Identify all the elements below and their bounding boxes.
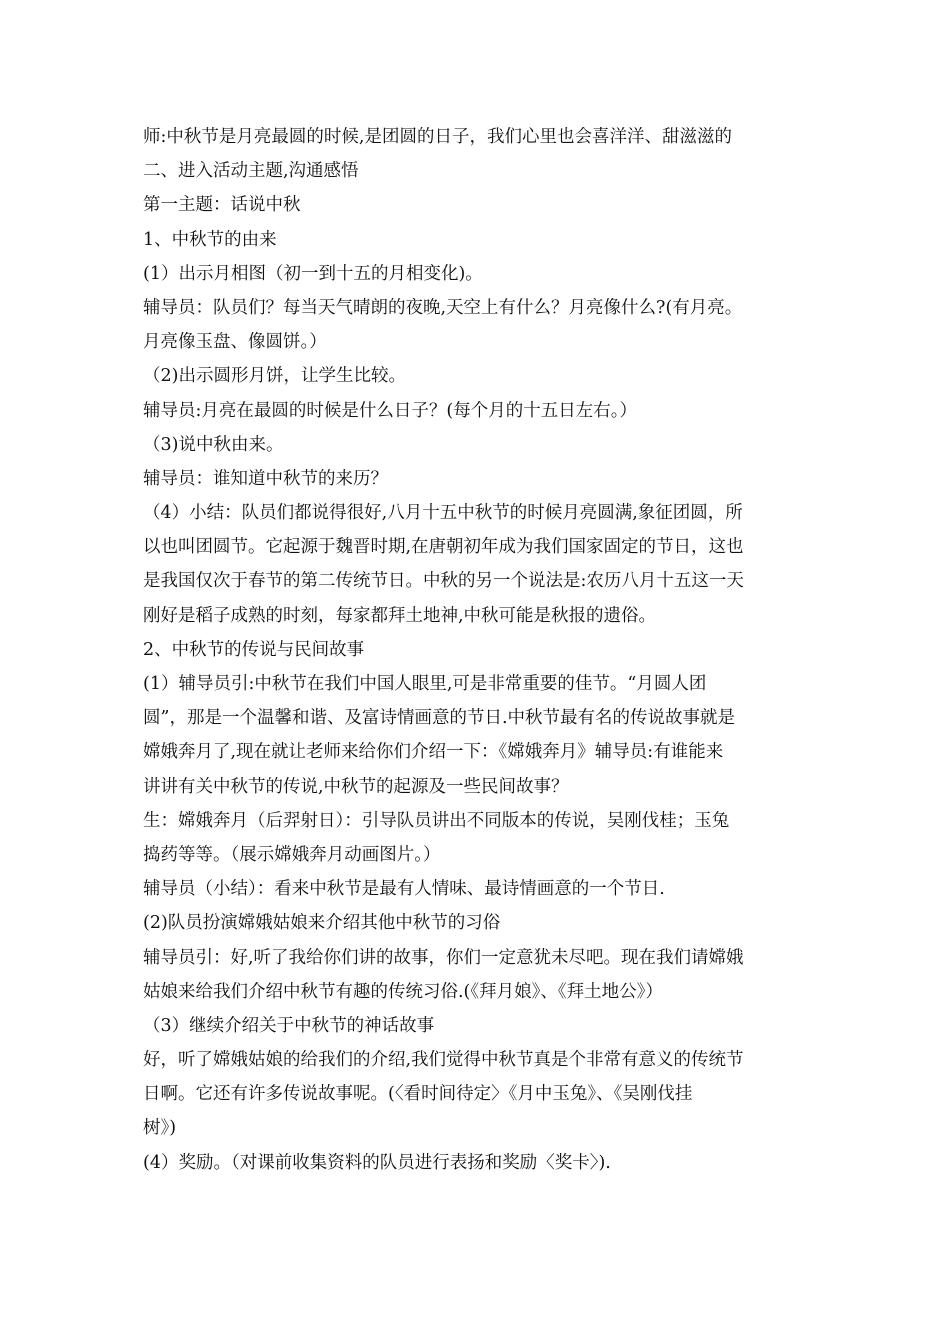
subsection-heading: 1、中秋节的由来 — [143, 229, 277, 250]
text-line: (1）辅导员引:中秋节在我们中国人眼里,可是非常重要的佳节。“月圆人团 — [143, 674, 707, 694]
text-line: (2)队员扮演嫦娥姑娘来介绍其他中秋节的习俗 — [143, 913, 501, 934]
text-line: 辅导员:月亮在最圆的时候是什么日子？(每个月的十五日左右。） — [143, 400, 637, 421]
text-line: (1）出示月相图（初一到十五的月相变化)。 — [143, 263, 483, 284]
text-line: 刚好是稻子成熟的时刻，每家都拜土地神,中秋可能是秋报的遗俗。 — [143, 605, 657, 626]
document-body — [143, 120, 808, 1180]
text-line: 师:中秋节是月亮最圆的时候,是团圆的日子，我们心里也会喜洋洋、甜滋滋的 — [143, 127, 732, 147]
text-line: （4）小结：队员们都说得很好,八月十五中秋节的时候月亮圆满,象征团圆，所 — [143, 503, 743, 524]
theme-heading: 第一主题：话说中秋 — [143, 195, 301, 216]
text-line: 辅导员：队员们？每当天气晴朗的夜晚,天空上有什么？月亮像什么?(有月亮。 — [143, 297, 743, 318]
section-heading: 二、进入活动主题,沟通感悟 — [143, 161, 359, 182]
text-line: 辅导员引：好,听了我给你们讲的故事，你们一定意犹未尽吧。现在我们请嫦娥 — [143, 947, 744, 968]
text-line: 日啊。它还有许多传说故事呢。(〈看时间待定〉《月中玉兔》、《吴刚伐挂 — [143, 1084, 693, 1105]
text-line: 生：嫦娥奔月（后羿射日）：引导队员讲出不同版本的传说，吴刚伐桂；玉兔 — [143, 810, 730, 831]
text-line: （3）继续介绍关于中秋节的神话故事 — [143, 1015, 435, 1036]
text-line: （3)说中秋由来。 — [143, 434, 284, 455]
text-line: (4）奖励。（对课前收集资料的队员进行表扬和奖励〈奖卡〉). — [143, 1152, 611, 1173]
text-line: 嫦娥奔月了,现在就让老师来给你们介绍一下：《嫦娥奔月》辅导员:有谁能来 — [143, 742, 724, 763]
text-line: 以也叫团圆节。它起源于魏晋时期,在唐朝初年成为我们国家固定的节日，这也 — [143, 537, 744, 558]
text-line: 辅导员：谁知道中秋节的来历？ — [143, 468, 388, 489]
text-line: 姑娘来给我们介绍中秋节有趣的传统习俗.(《拜月娘》、《拜土地公》） — [143, 981, 663, 1002]
text-line: 辅导员（小结）：看来中秋节是最有人情味、最诗情画意的一个节日. — [143, 879, 665, 900]
text-line: 月亮像玉盘、像圆饼。） — [143, 332, 327, 353]
text-line: 讲讲有关中秋节的传说,中秋节的起源及一些民间故事？ — [143, 776, 569, 797]
text-line: 树》) — [143, 1118, 177, 1139]
text-line: （2)出示圆形月饼，让学生比较。 — [143, 366, 406, 387]
text-line: 好，听了嫦娥姑娘的给我们的介绍,我们觉得中秋节真是个非常有意义的传统节 — [143, 1050, 744, 1071]
text-line: 圆”，那是一个温馨和谐、及富诗情画意的节日.中秋节最有名的传说故事就是 — [143, 708, 736, 729]
subsection-heading: 2、中秋节的传说与民间故事 — [143, 639, 365, 660]
text-line: 是我国仅次于春节的第二传统节日。中秋的另一个说法是:农历八月十五这一天 — [143, 571, 744, 592]
text-line: 捣药等等。（展示嫦娥奔月动画图片。） — [143, 844, 441, 865]
